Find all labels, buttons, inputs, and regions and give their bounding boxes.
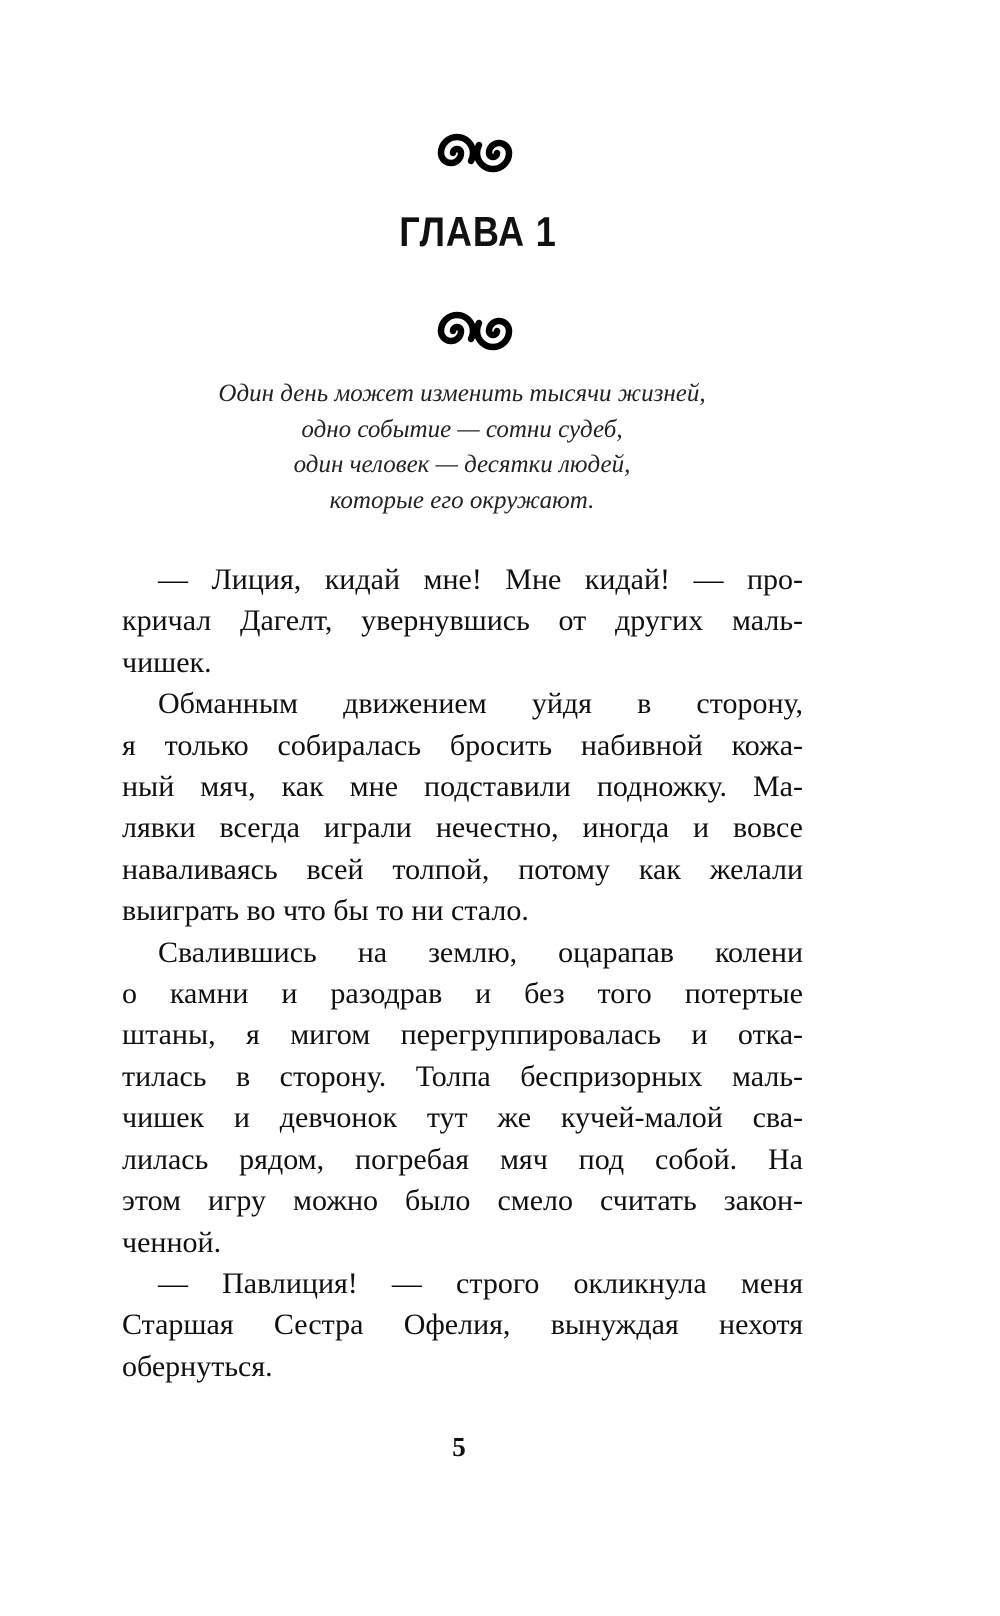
text-line: ный мяч, как мне подставили подножку. Ма-: [122, 770, 803, 804]
epigraph: [0, 376, 924, 518]
text-line: этом игру можно было смело считать закон-: [122, 1184, 803, 1218]
paragraph: [122, 559, 803, 683]
paragraph: [122, 932, 803, 1263]
epigraph-line: одно событие — сотни судеб,: [301, 415, 623, 443]
text-line: наваливаясь всей толпой, потому как желали: [122, 852, 803, 886]
chapter-title: ГЛАВА 1: [399, 208, 557, 255]
text-line: Старшая Сестра Офелия, вынуждая нехотя: [122, 1308, 803, 1342]
text-line: кричал Дагелт, увернувшись от других маль-: [122, 604, 803, 638]
text-line: Обманным движением уйдя в сторону,: [158, 687, 803, 721]
text-line: ченной.: [122, 1225, 222, 1259]
double-spiral-ornament-icon: [427, 126, 523, 178]
double-spiral-ornament-icon: [427, 304, 523, 356]
text-line: я только собиралась бросить набивной кожа-: [122, 728, 803, 762]
text-line: о камни и разодрав и без того потертые: [122, 977, 803, 1011]
text-line: лилась рядом, погребая мяч под собой. На: [122, 1142, 803, 1176]
text-line: — Павлиция! — строго окликнула меня: [158, 1266, 803, 1300]
body-text: [122, 559, 803, 1387]
text-line: выиграть во что бы то ни стало.: [122, 894, 529, 928]
page-number: 5: [452, 1432, 466, 1462]
epigraph-line: которые его окружают.: [329, 486, 595, 514]
text-line: чишек.: [122, 645, 212, 679]
text-line: Свалившись на землю, оцарапав колени: [158, 935, 803, 969]
text-line: — Лиция, кидай мне! Мне кидай! — про-: [158, 563, 803, 596]
paragraph: [122, 683, 803, 931]
text-line: обернуться.: [122, 1349, 273, 1383]
epigraph-line: Один день может изменить тысячи жизней,: [218, 380, 706, 407]
text-line: лявки всегда играли нечестно, иногда и вовсе: [122, 811, 803, 845]
text-line: чишек и девчонок тут же кучей-малой сва-: [122, 1101, 803, 1135]
paragraph: [122, 1263, 803, 1387]
epigraph-line: один человек — десятки людей,: [293, 451, 631, 478]
text-line: штаны, я мигом перегруппировалась и отка-: [122, 1018, 803, 1052]
text-line: тилась в сторону. Толпа беспризорных маль-: [122, 1059, 803, 1093]
